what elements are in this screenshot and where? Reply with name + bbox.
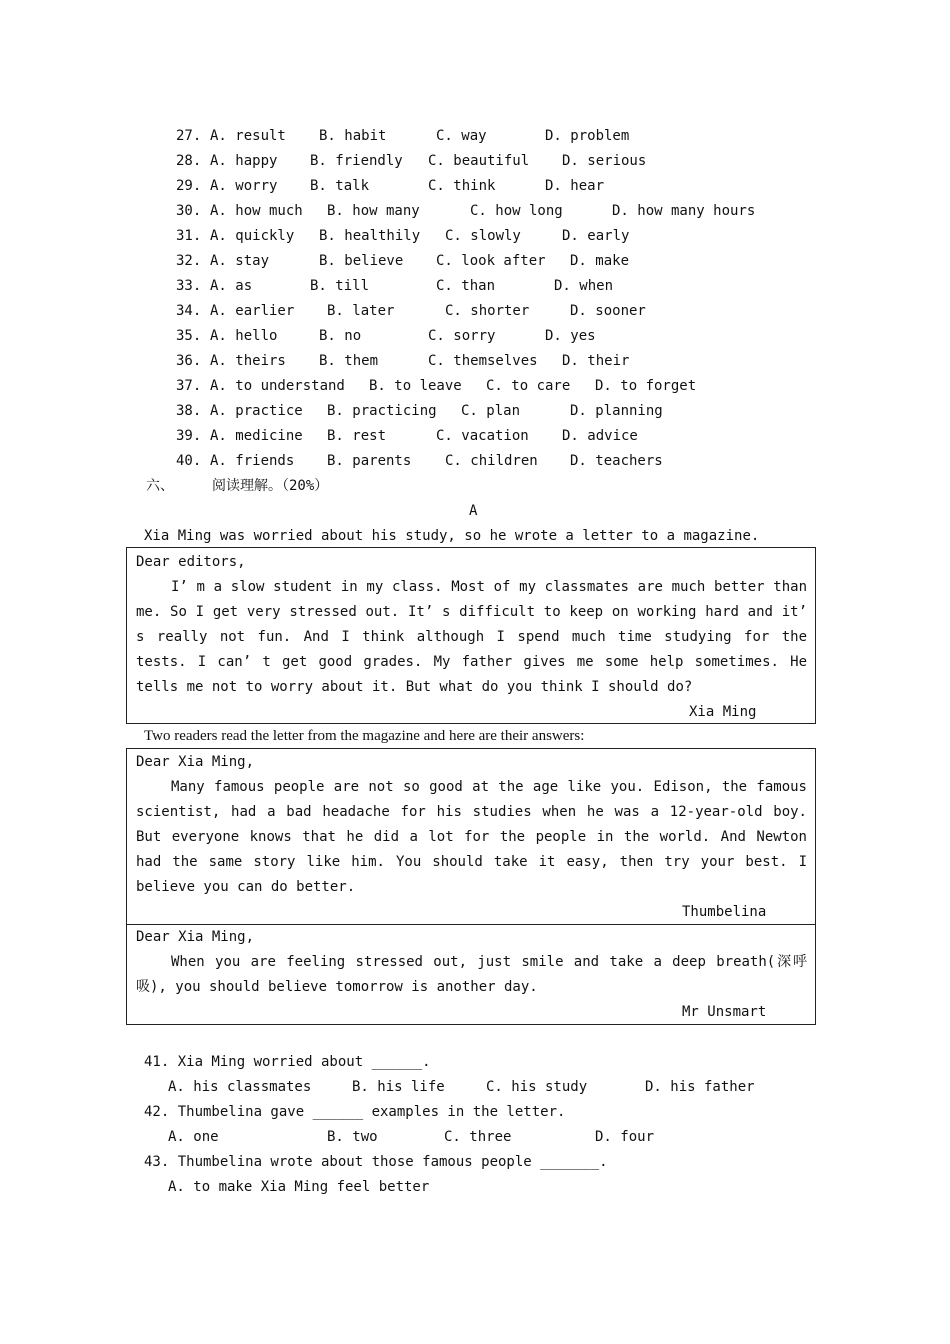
option-a: A. friends bbox=[210, 453, 295, 469]
option-b: B. friendly bbox=[310, 153, 403, 169]
question-number: 38. bbox=[176, 403, 202, 419]
cloze-row bbox=[176, 399, 663, 424]
question-number: 36. bbox=[176, 353, 202, 369]
letter-box-thumbelina bbox=[127, 749, 815, 925]
readers-intro: Two readers read the letter from the magazine and here are their answers: bbox=[144, 728, 585, 744]
cloze-row bbox=[176, 349, 630, 374]
option-a: A. worry bbox=[210, 178, 278, 194]
option-b: B. talk bbox=[310, 178, 370, 194]
question-number: 40. bbox=[176, 453, 202, 469]
cloze-row bbox=[176, 249, 630, 274]
option-c: C. to care bbox=[486, 378, 571, 394]
option-d: D. hear bbox=[545, 178, 605, 194]
option-a: A. earlier bbox=[210, 303, 295, 319]
option-d: D. make bbox=[570, 253, 630, 269]
option-a: A. result bbox=[210, 128, 286, 144]
question-stem: 43. Thumbelina wrote about those famous people _______. bbox=[144, 1154, 608, 1170]
question-stem: 42. Thumbelina gave ______ examples in the letter. bbox=[144, 1104, 566, 1120]
cloze-row bbox=[176, 224, 630, 249]
cloze-row bbox=[176, 449, 663, 474]
option-b: B. to leave bbox=[369, 378, 462, 394]
letter-signature: Thumbelina bbox=[682, 904, 767, 920]
letter-box-editors bbox=[126, 547, 816, 724]
option-d: D. teachers bbox=[570, 453, 663, 469]
option-b: B. later bbox=[327, 303, 395, 319]
letter-body: I’ m a slow student in my class. Most of my classmates are much better than me. So I get very stressed out. It’ s difficult to keep on working hard and it’ s really not fun. And I think although I spend much time studying for the tests. I can’ t get good grades. My father gives me some help sometimes. He tells me not to worry about it. But what do you think I should do? bbox=[136, 579, 807, 695]
option-a: A. stay bbox=[210, 253, 270, 269]
cloze-row bbox=[176, 374, 697, 399]
cloze-row bbox=[176, 324, 596, 349]
option-b: B. believe bbox=[319, 253, 404, 269]
question-number: 31. bbox=[176, 228, 202, 244]
question-stem: 41. Xia Ming worried about ______. bbox=[144, 1054, 431, 1070]
option-a: A. how much bbox=[210, 203, 303, 219]
cloze-row bbox=[176, 274, 614, 299]
question-options bbox=[168, 1125, 655, 1150]
option-b: B. parents bbox=[327, 453, 412, 469]
cloze-row bbox=[176, 424, 638, 449]
question-number: 34. bbox=[176, 303, 202, 319]
option-b: B. them bbox=[319, 353, 379, 369]
option-d: D. when bbox=[554, 278, 614, 294]
option-c: C. beautiful bbox=[428, 153, 530, 169]
section-title: 阅读理解。（20%） bbox=[212, 478, 329, 494]
option-a: A. practice bbox=[210, 403, 303, 419]
option-d: D. four bbox=[595, 1129, 655, 1145]
option-c: C. slowly bbox=[445, 228, 521, 244]
option-c: C. look after bbox=[436, 253, 546, 269]
option-a: A. happy bbox=[210, 153, 278, 169]
letter-signature: Mr Unsmart bbox=[682, 1004, 767, 1020]
answers-box bbox=[126, 748, 816, 1025]
option-b: B. practicing bbox=[327, 403, 437, 419]
option-c: C. children bbox=[445, 453, 538, 469]
cloze-row bbox=[176, 199, 756, 224]
option-b: B. habit bbox=[319, 128, 387, 144]
option-d: D. problem bbox=[545, 128, 630, 144]
option-b: B. two bbox=[327, 1129, 378, 1145]
option-b: B. no bbox=[319, 328, 362, 344]
option-c: C. shorter bbox=[445, 303, 530, 319]
option-c: C. three bbox=[444, 1129, 512, 1145]
option-a: A. one bbox=[168, 1129, 219, 1145]
option-a: A. medicine bbox=[210, 428, 303, 444]
option-d: D. advice bbox=[562, 428, 638, 444]
option-a: A. as bbox=[210, 278, 253, 294]
option-a: A. his classmates bbox=[168, 1079, 312, 1095]
letter-greeting: Dear editors, bbox=[136, 554, 246, 570]
letter-body: Many famous people are not so good at the age like you. Edison, the famous scientist, had a bad headache for his studies when he was a 12-year-old boy. But everyone knows that he did a lot for the people in the world. And Newton had the same story like him. You should take it easy, then try your best. I believe you can do better. bbox=[136, 779, 807, 895]
question-options bbox=[168, 1075, 755, 1100]
cloze-row bbox=[176, 299, 646, 324]
option-d: D. to forget bbox=[595, 378, 697, 394]
option-b: B. how many bbox=[327, 203, 420, 219]
option-b: B. till bbox=[310, 278, 370, 294]
option-d: D. yes bbox=[545, 328, 596, 344]
option-b: B. his life bbox=[352, 1079, 445, 1095]
option-d: D. how many hours bbox=[612, 203, 756, 219]
option-c: C. themselves bbox=[428, 353, 538, 369]
passage-label: A bbox=[469, 503, 478, 519]
option-c: C. his study bbox=[486, 1079, 588, 1095]
option-d: D. serious bbox=[562, 153, 647, 169]
letter-greeting: Dear Xia Ming, bbox=[136, 929, 255, 945]
option-c: C. than bbox=[436, 278, 496, 294]
cloze-row bbox=[176, 124, 630, 149]
question-number: 27. bbox=[176, 128, 202, 144]
option-c: C. vacation bbox=[436, 428, 529, 444]
letter-signature: Xia Ming bbox=[689, 704, 757, 720]
passage-intro: Xia Ming was worried about his study, so he wrote a letter to a magazine. bbox=[144, 528, 760, 544]
option-a: A. to understand bbox=[210, 378, 345, 394]
letter-greeting: Dear Xia Ming, bbox=[136, 754, 255, 770]
option-c: C. sorry bbox=[428, 328, 496, 344]
cloze-row bbox=[176, 174, 605, 199]
option-a: A. theirs bbox=[210, 353, 286, 369]
option-c: C. how long bbox=[470, 203, 563, 219]
question-number: 37. bbox=[176, 378, 202, 394]
option-d: D. his father bbox=[645, 1079, 755, 1095]
option-d: D. planning bbox=[570, 403, 663, 419]
option-a: A. to make Xia Ming feel better bbox=[168, 1179, 430, 1195]
option-c: C. plan bbox=[461, 403, 521, 419]
option-a: A. quickly bbox=[210, 228, 295, 244]
option-d: D. their bbox=[562, 353, 630, 369]
option-a: A. hello bbox=[210, 328, 278, 344]
cloze-row bbox=[176, 149, 647, 174]
question-number: 32. bbox=[176, 253, 202, 269]
option-d: D. sooner bbox=[570, 303, 646, 319]
question-number: 29. bbox=[176, 178, 202, 194]
option-d: D. early bbox=[562, 228, 630, 244]
letter-body: When you are feeling stressed out, just smile and take a deep breath(深呼吸), you should believe tomorrow is another day. bbox=[136, 954, 807, 995]
section-number: 六、 bbox=[146, 478, 174, 494]
option-b: B. healthily bbox=[319, 228, 421, 244]
option-c: C. think bbox=[428, 178, 496, 194]
option-b: B. rest bbox=[327, 428, 387, 444]
question-number: 30. bbox=[176, 203, 202, 219]
question-number: 33. bbox=[176, 278, 202, 294]
option-c: C. way bbox=[436, 128, 487, 144]
question-number: 28. bbox=[176, 153, 202, 169]
question-number: 35. bbox=[176, 328, 202, 344]
question-number: 39. bbox=[176, 428, 202, 444]
letter-box-unsmart bbox=[127, 925, 815, 1024]
